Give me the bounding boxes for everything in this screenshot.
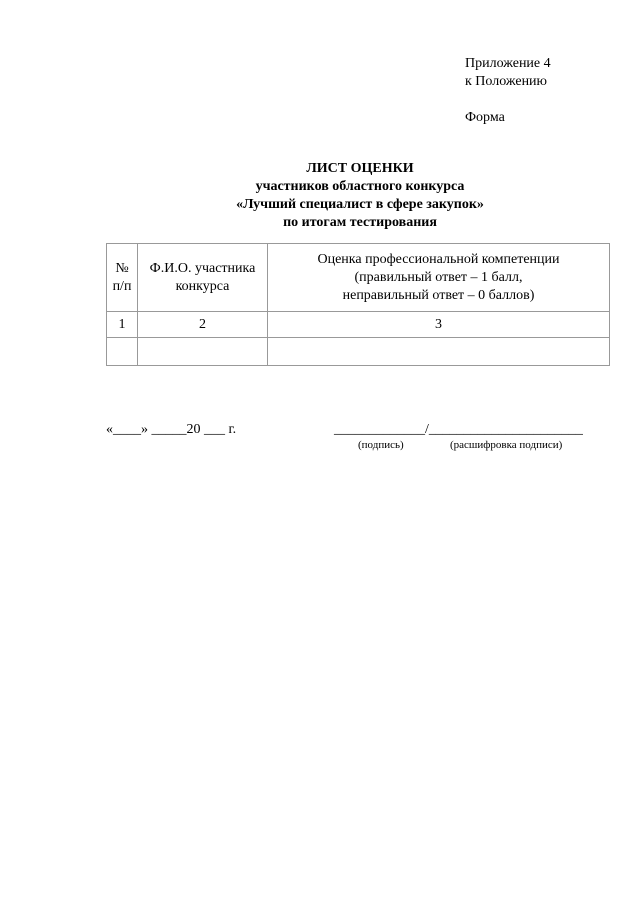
signature-line: _____________/______________________ (334, 422, 583, 437)
header-text: конкурса (175, 278, 230, 294)
appendix-number: Приложение 4 (465, 56, 551, 71)
document-title (0, 160, 640, 232)
table-cell (138, 338, 268, 366)
header-text: (правильный ответ – 1 балл, (354, 269, 523, 285)
table-cell (268, 338, 610, 366)
column-number: 3 (268, 312, 610, 338)
title-line-3: «Лучший специалист в сфере закупок» (236, 197, 484, 212)
appendix-reference: к Положению (465, 74, 548, 89)
appendix-spacer (465, 91, 551, 109)
header-cell-score (268, 244, 610, 312)
column-number: 1 (107, 312, 138, 338)
signature-decode-caption: (расшифровка подписи) (450, 439, 563, 451)
signature-caption: (подпись) (358, 439, 404, 451)
column-number-row (107, 312, 610, 338)
form-label: Форма (465, 110, 505, 125)
date-line: «____» _____20 ___ г. (106, 422, 237, 437)
header-text: Ф.И.О. участника (149, 260, 256, 276)
table-header-row (107, 244, 610, 312)
header-cell-name (138, 244, 268, 312)
table-cell (107, 338, 138, 366)
header-text: неправильный ответ – 0 баллов) (342, 287, 535, 303)
assessment-table (106, 243, 610, 366)
appendix-note (465, 55, 551, 127)
header-text: № (115, 260, 129, 276)
header-cell-number (107, 244, 138, 312)
header-text: Оценка профессиональной компетенции (317, 251, 560, 267)
column-number: 2 (138, 312, 268, 338)
title-line-1: ЛИСТ ОЦЕНКИ (306, 161, 414, 176)
table-row (107, 338, 610, 366)
title-line-2: участников областного конкурса (255, 179, 465, 194)
title-line-4: по итогам тестирования (283, 215, 437, 230)
header-text: п/п (112, 278, 132, 294)
